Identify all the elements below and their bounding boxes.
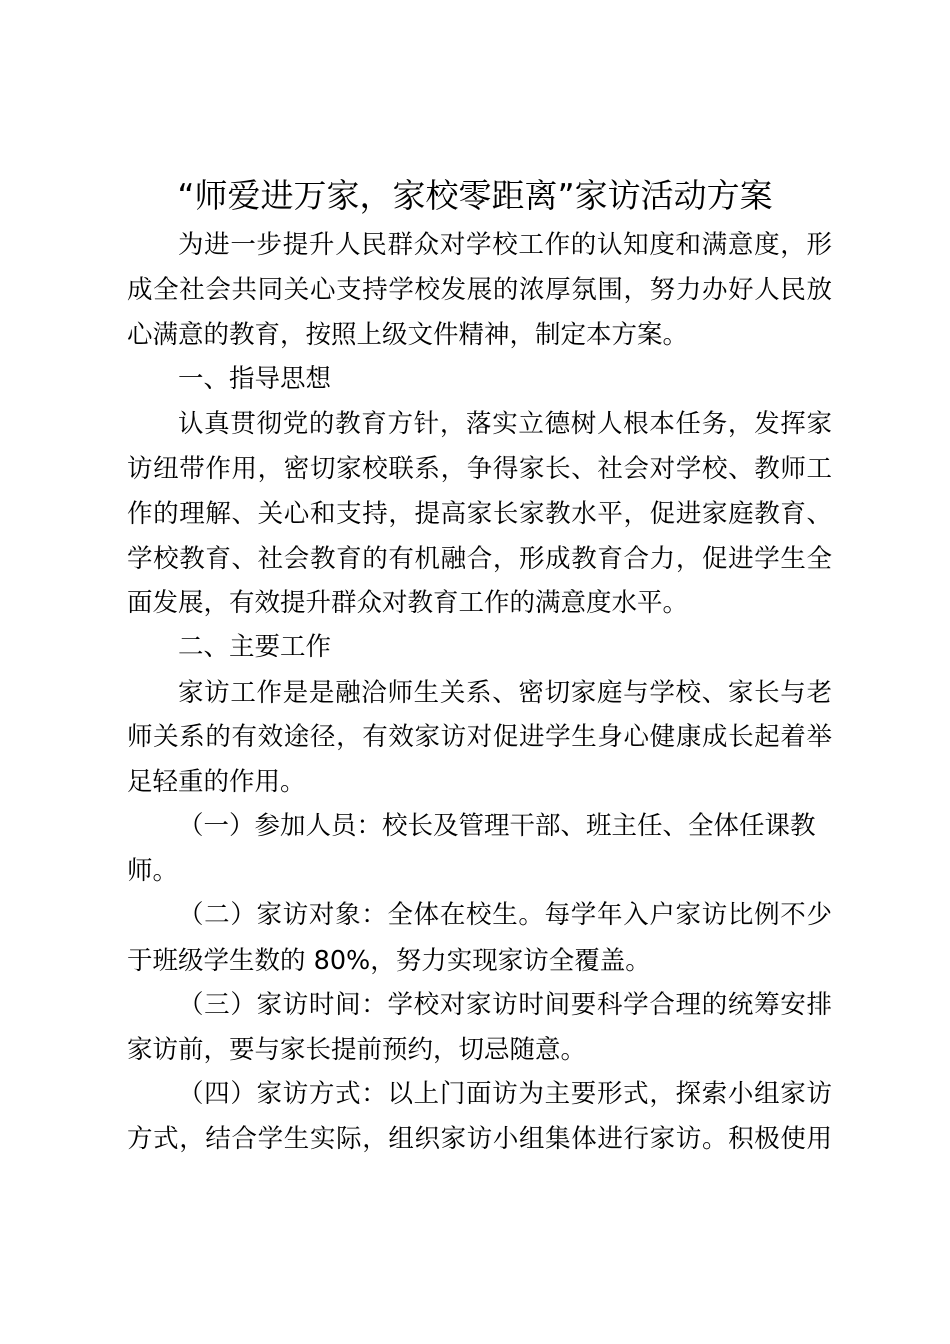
paragraph-line: 学校教育、社会教育的有机融合，形成教育合力，促进学生全 [127,544,832,574]
paragraph-line: 方式，结合学生实际，组织家访小组集体进行家访。积极使用 [127,1124,832,1154]
paragraph-line: （一）参加人员：校长及管理干部、班主任、全体任课教 [178,811,816,841]
paragraph-line: 成全社会共同关心支持学校发展的浓厚氛围，努力办好人民放 [127,275,832,305]
paragraph-line: 于班级学生数的 80%，努力实现家访全覆盖。 [127,946,651,976]
paragraph-line: 足轻重的作用。 [127,767,306,797]
paragraph-line: 作的理解、关心和支持，提高家长家教水平，促进家庭教育、 [127,499,832,529]
paragraph-line: 面发展，有效提升群众对教育工作的满意度水平。 [127,588,689,618]
paragraph-line: 心满意的教育，按照上级文件精神，制定本方案。 [127,320,689,350]
paragraph-line: 家访工作是是融洽师生关系、密切家庭与学校、家长与老 [178,678,832,708]
paragraph-line: 访纽带作用，密切家校联系，争得家长、社会对学校、教师工 [127,454,832,484]
section-heading: 一、指导思想 [178,364,332,394]
paragraph-line: （三）家访时间：学校对家访时间要科学合理的统筹安排 [178,990,832,1020]
paragraph-line: 家访前，要与家长提前预约，切忌随意。 [127,1035,587,1065]
paragraph-line: （二）家访对象：全体在校生。每学年入户家访比例不少 [178,900,832,930]
document-title: “师爱进万家，家校零距离”家访活动方案 [177,176,773,215]
paragraph-line: （四）家访方式：以上门面访为主要形式，探索小组家访 [178,1079,832,1109]
paragraph-line: 师。 [127,856,179,886]
paragraph-line: 师关系的有效途径，有效家访对促进学生身心健康成长起着举 [127,722,832,752]
section-heading: 二、主要工作 [178,632,332,662]
paragraph-line: 为进一步提升人民群众对学校工作的认知度和满意度，形 [178,230,832,260]
paragraph-line: 认真贯彻党的教育方针，落实立德树人根本任务，发挥家 [178,409,832,439]
